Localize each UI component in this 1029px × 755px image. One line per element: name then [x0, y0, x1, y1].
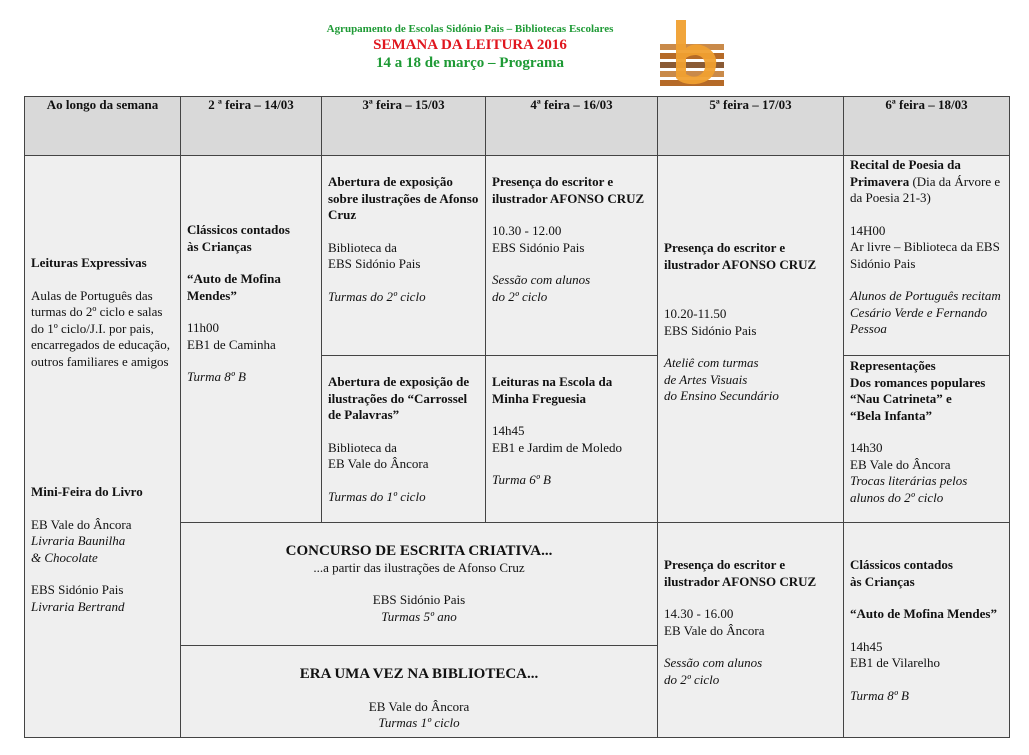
leituras-text: Aulas de Português das turmas do 2º ciclo e salas do 1º ciclo/J.I. por pais, encarregados de educação, outros familiares e amigos — [31, 287, 170, 369]
monday-group: Turma 8º B — [187, 369, 246, 384]
friday-1-place: Ar livre – Biblioteca da EBS Sidónio Pais — [850, 239, 1000, 271]
feira-place-1: EB Vale do Âncora — [31, 516, 132, 532]
tuesday-1-group: Turmas do 2º ciclo — [328, 288, 426, 304]
feira-store-2: Livraria Bertrand — [31, 598, 125, 614]
wednesday-1-title: Presença do escritor e ilustrador AFONSO CRUZ — [492, 174, 645, 206]
col-header-tuesday: 3ª feira – 15/03 — [322, 97, 486, 156]
friday-3-place: EB1 de Vilarelho — [850, 655, 940, 670]
thursday-cell-1 — [658, 156, 844, 523]
thursday-2-place: EB Vale do Âncora — [664, 622, 765, 638]
thursday-1-group-c: do Ensino Secundário — [664, 388, 779, 403]
monday-title-b: às Crianças — [187, 238, 252, 254]
school-group-title: Agrupamento de Escolas Sidónio Pais – Bibliotecas Escolares — [326, 23, 614, 35]
feira-title: Mini-Feira do Livro — [31, 484, 143, 499]
era-title: ERA UMA VEZ NA BIBLIOTECA... — [299, 666, 539, 682]
thursday-1-title: Presença do escritor e ilustrador AFONSO CRUZ — [664, 240, 817, 272]
friday-2-title-b: Dos romances populares — [850, 374, 986, 390]
wednesday-1-group-a: Sessão com alunos — [492, 272, 591, 287]
tuesday-1-place-b: EBS Sidónio Pais — [328, 256, 421, 271]
col-header-wednesday: 4ª feira – 16/03 — [486, 97, 658, 156]
friday-cell-1 — [844, 156, 1010, 356]
wednesday-2-place: EB1 e Jardim de Moledo — [492, 439, 622, 455]
wednesday-1-time: 10.30 - 12.00 — [492, 223, 562, 238]
friday-1-title-note: (Dia da Árvore e da Poesia 21-3) — [850, 173, 1001, 205]
wednesday-1-place: EBS Sidónio Pais — [492, 239, 585, 255]
friday-2-time: 14h30 — [850, 440, 883, 455]
friday-3-title-b: às Crianças — [850, 573, 915, 589]
document-header — [250, 22, 690, 73]
monday-title-a: Clássicos contados — [187, 222, 290, 237]
thursday-2-time: 14.30 - 16.00 — [664, 606, 734, 621]
wednesday-cell-2 — [486, 356, 658, 523]
tuesday-2-group: Turmas do 1º ciclo — [328, 488, 426, 504]
friday-2-place: EB Vale do Âncora — [850, 456, 951, 472]
concurso-place: EBS Sidónio Pais — [372, 592, 466, 607]
col-header-week: Ao longo da semana — [25, 97, 181, 156]
wednesday-2-time: 14h45 — [492, 423, 525, 438]
friday-3-group: Turma 8º B — [850, 687, 909, 703]
monday-time: 11h00 — [187, 320, 220, 335]
tuesday-cell-1 — [322, 156, 486, 356]
friday-2-note: Trocas literárias pelos alunos do 2º ciclo — [850, 473, 968, 505]
leituras-title: Leituras Expressivas — [31, 255, 147, 270]
feira-store-1a: Livraria Baunilha — [31, 533, 126, 548]
friday-2-title-d: “Bela Infanta” — [850, 407, 932, 423]
thursday-1-time: 10.20-11.50 — [664, 306, 727, 321]
feira-store-1b: & Chocolate — [31, 549, 98, 565]
friday-3-title-a: Clássicos contados — [850, 557, 953, 572]
friday-3-work: “Auto de Mofina Mendes” — [850, 606, 997, 621]
thursday-cell-2 — [658, 523, 844, 738]
event-dates: 14 a 18 de março – Programa — [375, 55, 564, 71]
monday-work: “Auto de Mofina Mendes” — [187, 271, 281, 303]
concurso-title: CONCURSO DE ESCRITA CRIATIVA... — [285, 543, 553, 559]
program-table — [24, 96, 1010, 738]
friday-1-time: 14H00 — [850, 222, 886, 238]
thursday-2-title: Presença do escritor e ilustrador AFONSO CRUZ — [664, 557, 817, 589]
thursday-1-place: EBS Sidónio Pais — [664, 322, 757, 338]
feira-place-2: EBS Sidónio Pais — [31, 582, 124, 597]
event-title: SEMANA DA LEITURA 2016 — [373, 37, 567, 53]
wednesday-2-group: Turma 6º B — [492, 472, 551, 487]
monday-place: EB1 de Caminha — [187, 336, 276, 352]
thursday-1-group-b: de Artes Visuais — [664, 371, 748, 387]
friday-2-title-a: Representações — [850, 358, 936, 373]
thursday-2-group-a: Sessão com alunos — [664, 655, 763, 670]
tuesday-cell-2 — [322, 356, 486, 523]
thursday-2-group-b: do 2º ciclo — [664, 671, 720, 687]
week-cell — [25, 156, 181, 738]
tuesday-1-place-a: Biblioteca da — [328, 239, 397, 255]
era-cell — [181, 646, 658, 738]
friday-3-time: 14h45 — [850, 638, 883, 654]
table-header-row — [25, 97, 1010, 156]
concurso-cell — [181, 523, 658, 646]
era-place: EB Vale do Âncora — [368, 698, 470, 714]
tuesday-2-place-b: EB Vale do Âncora — [328, 456, 429, 471]
col-header-monday: 2 ª feira – 14/03 — [181, 97, 322, 156]
era-group: Turmas 1º ciclo — [378, 715, 460, 730]
wednesday-2-title: Leituras na Escola da Minha Freguesia — [492, 374, 613, 406]
tuesday-2-place-a: Biblioteca da — [328, 439, 397, 455]
friday-1-note: Alunos de Português recitam Cesário Verde e Fernando Pessoa — [850, 288, 1001, 336]
thursday-1-group-a: Ateliê com turmas — [664, 355, 759, 370]
friday-1-title: Recital de Poesia da Primavera — [850, 157, 961, 189]
wednesday-cell-1 — [486, 156, 658, 356]
concurso-group: Turmas 5º ano — [381, 608, 457, 624]
tuesday-2-title: Abertura de exposição de ilustrações do “Carrossel de Palavras” — [328, 374, 470, 422]
friday-cell-2 — [844, 356, 1010, 523]
concurso-sub: ...a partir das ilustrações de Afonso Cruz — [313, 559, 525, 575]
col-header-friday: 6ª feira – 18/03 — [844, 97, 1010, 156]
monday-cell — [181, 156, 322, 523]
wednesday-1-group-b: do 2º ciclo — [492, 288, 548, 304]
friday-cell-3 — [844, 523, 1010, 738]
library-logo-icon — [660, 18, 724, 88]
col-header-thursday: 5ª feira – 17/03 — [658, 97, 844, 156]
tuesday-1-title: Abertura de exposição sobre ilustrações de Afonso Cruz — [328, 174, 479, 222]
friday-2-title-c: “Nau Catrineta” e — [850, 391, 952, 406]
